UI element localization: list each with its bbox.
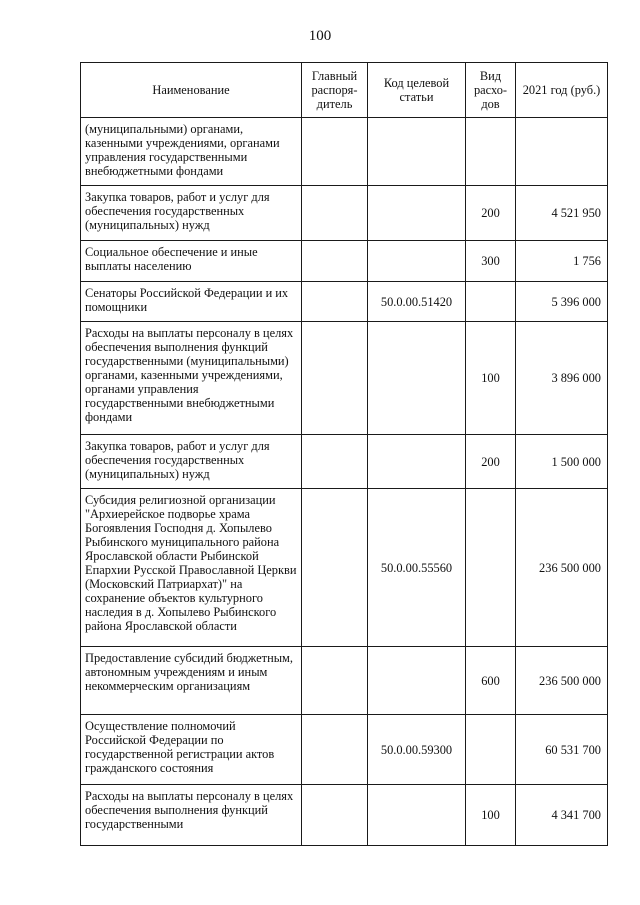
row-amount: 236 500 000 [516, 647, 608, 715]
row-amount: 4 521 950 [516, 186, 608, 241]
row-name: Субсидия религиозной организации "Архиерейское подворье храма Богоявления Господня д. Хопылево Рыбинского муниципального района Ярославской области Рыбинской Епархии Русской Православной Церкви (Московский Патриархат)" на сохранение объектов культурного наследия в д. Хопылево Рыбинского района Ярославской области [81, 489, 302, 647]
table-body [81, 118, 608, 846]
row-name: (муниципальными) органами, казенными учреждениями, органами управления государственными внебюджетными фондами [81, 118, 302, 186]
row-main [302, 241, 368, 282]
header-name: Наименование [81, 63, 302, 118]
row-main [302, 282, 368, 322]
row-amount: 1 756 [516, 241, 608, 282]
header-row [81, 63, 608, 118]
table-row [81, 435, 608, 489]
row-main [302, 322, 368, 435]
header-target-code: Код целевой статьи [368, 63, 466, 118]
table-row [81, 241, 608, 282]
row-kind: 100 [466, 785, 516, 846]
table-row [81, 186, 608, 241]
table-header [81, 63, 608, 118]
row-main [302, 435, 368, 489]
row-code [368, 241, 466, 282]
row-name: Предоставление субсидий бюджетным, автономным учреждениям и иным некоммерческим организациям [81, 647, 302, 715]
row-code [368, 647, 466, 715]
row-name: Закупка товаров, работ и услуг для обеспечения государственных (муниципальных) нужд [81, 435, 302, 489]
row-code [368, 118, 466, 186]
page-number: 100 [308, 28, 332, 44]
row-amount: 60 531 700 [516, 715, 608, 785]
row-name: Расходы на выплаты персоналу в целях обеспечения выполнения функций государственными [81, 785, 302, 846]
row-kind: 200 [466, 186, 516, 241]
row-kind [466, 489, 516, 647]
row-amount: 236 500 000 [516, 489, 608, 647]
header-expense-type: Вид расхо-дов [466, 63, 516, 118]
table-row [81, 785, 608, 846]
budget-table [80, 62, 608, 846]
row-amount: 5 396 000 [516, 282, 608, 322]
row-code [368, 322, 466, 435]
row-code [368, 785, 466, 846]
header-amount: 2021 год (руб.) [516, 63, 608, 118]
row-main [302, 186, 368, 241]
table-row [81, 489, 608, 647]
row-amount: 4 341 700 [516, 785, 608, 846]
table-row [81, 118, 608, 186]
header-main-manager: Главный распоря-дитель [302, 63, 368, 118]
row-code [368, 435, 466, 489]
table-row [81, 322, 608, 435]
row-code: 50.0.00.55560 [368, 489, 466, 647]
row-name: Социальное обеспечение и иные выплаты населению [81, 241, 302, 282]
table-row [81, 282, 608, 322]
row-code: 50.0.00.51420 [368, 282, 466, 322]
row-kind [466, 282, 516, 322]
row-name: Сенаторы Российской Федерации и их помощники [81, 282, 302, 322]
row-kind [466, 118, 516, 186]
row-name: Закупка товаров, работ и услуг для обеспечения государственных (муниципальных) нужд [81, 186, 302, 241]
row-main [302, 785, 368, 846]
row-kind: 100 [466, 322, 516, 435]
row-kind [466, 715, 516, 785]
row-name: Расходы на выплаты персоналу в целях обеспечения выполнения функций государственными (муниципальными) органами, казенными учреждениями, органами управления государственными внебюджетными фондами [81, 322, 302, 435]
row-kind: 600 [466, 647, 516, 715]
row-kind: 200 [466, 435, 516, 489]
table-row [81, 715, 608, 785]
row-main [302, 647, 368, 715]
row-main [302, 715, 368, 785]
row-main [302, 489, 368, 647]
row-amount: 1 500 000 [516, 435, 608, 489]
table-row [81, 647, 608, 715]
row-amount: 3 896 000 [516, 322, 608, 435]
row-kind: 300 [466, 241, 516, 282]
row-main [302, 118, 368, 186]
row-name: Осуществление полномочий Российской Федерации по государственной регистрации актов гражданского состояния [81, 715, 302, 785]
row-amount [516, 118, 608, 186]
row-code: 50.0.00.59300 [368, 715, 466, 785]
row-code [368, 186, 466, 241]
